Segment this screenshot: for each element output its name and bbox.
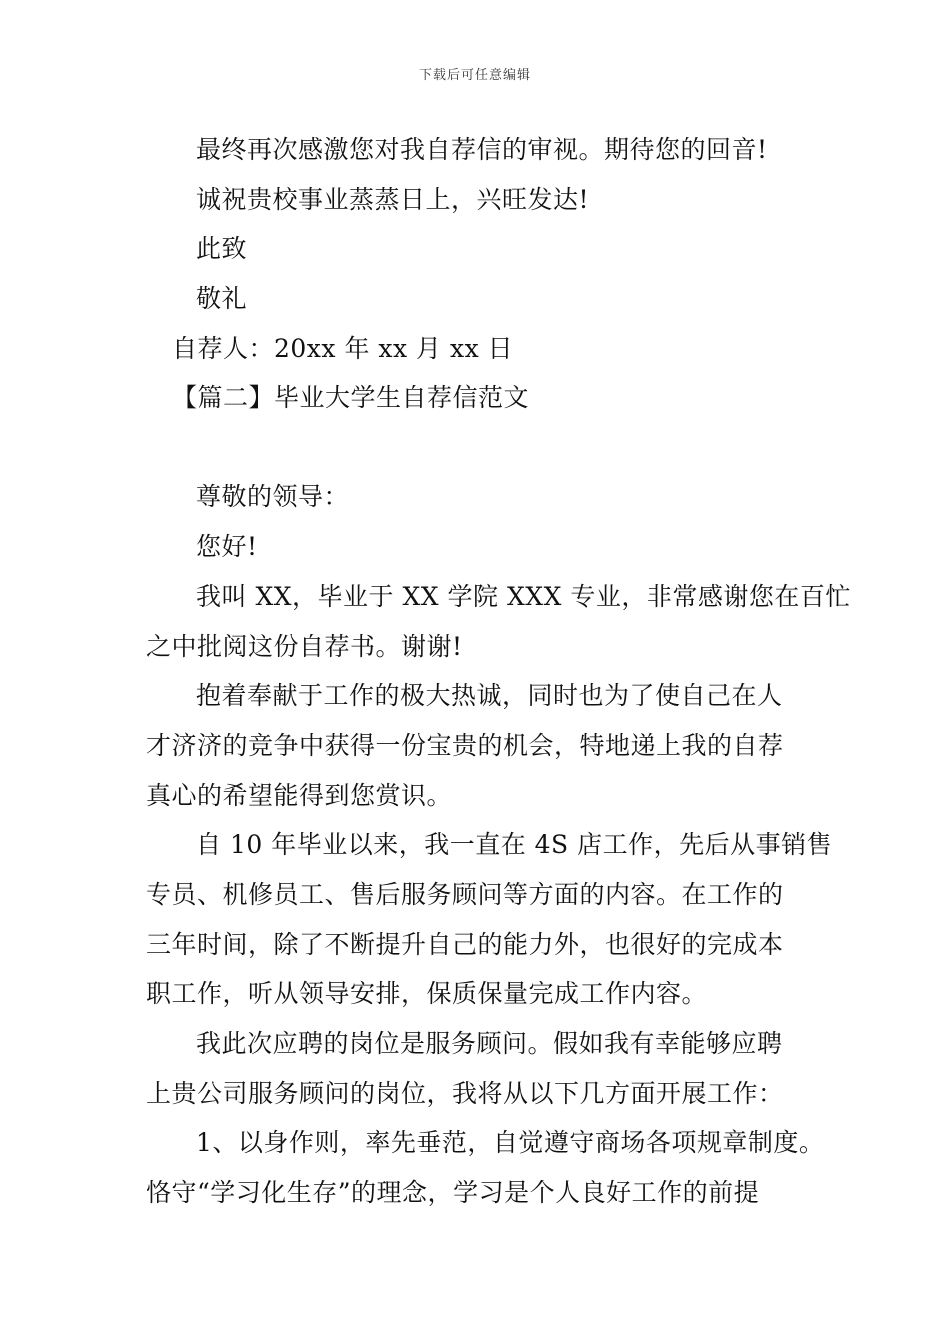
text-line: 此致 bbox=[196, 234, 248, 263]
text-line: 敬礼 bbox=[196, 284, 248, 313]
text-line: 自 10 年毕业以来，我一直在 4S 店工作，先后从事销售 bbox=[196, 830, 833, 859]
text-line: 1、以身作则，率先垂范，自觉遵守商场各项规章制度。 bbox=[196, 1128, 825, 1157]
page-header: 下载后可任意编辑 bbox=[418, 68, 531, 83]
text-line: 才济济的竞争中获得一份宝贵的机会，特地递上我的自荐 bbox=[146, 731, 784, 760]
section-heading: 【篇二】毕业大学生自荐信范文 bbox=[172, 383, 530, 412]
text-line: 三年时间，除了不断提升自己的能力外，也很好的完成本 bbox=[146, 930, 784, 959]
text-line: 诚祝贵校事业蒸蒸日上，兴旺发达! bbox=[196, 185, 590, 214]
text-line: 上贵公司服务顾问的岗位，我将从以下几方面开展工作： bbox=[146, 1079, 784, 1108]
text-line: 抱着奉献于工作的极大热诚，同时也为了使自己在人 bbox=[196, 681, 783, 710]
signature-line: 自荐人：20xx 年 xx 月 xx 日 bbox=[172, 334, 514, 363]
text-line: 专员、机修员工、售后服务顾问等方面的内容。在工作的 bbox=[146, 880, 784, 909]
text-line: 我叫 XX，毕业于 XX 学院 XXX 专业，非常感谢您在百忙 bbox=[196, 582, 851, 611]
text-line: 恪守“学习化生存”的理念，学习是个人良好工作的前提 bbox=[146, 1178, 760, 1207]
text-line: 职工作，听从领导安排，保质保量完成工作内容。 bbox=[146, 979, 708, 1008]
greeting: 您好! bbox=[196, 532, 258, 561]
text-line: 我此次应聘的岗位是服务顾问。假如我有幸能够应聘 bbox=[196, 1029, 783, 1058]
text-line: 真心的希望能得到您赏识。 bbox=[146, 781, 453, 810]
text-line: 之中批阅这份自荐书。谢谢! bbox=[146, 632, 463, 661]
salutation: 尊敬的领导： bbox=[196, 482, 350, 511]
text-line: 最终再次感激您对我自荐信的审视。期待您的回音! bbox=[196, 135, 768, 164]
